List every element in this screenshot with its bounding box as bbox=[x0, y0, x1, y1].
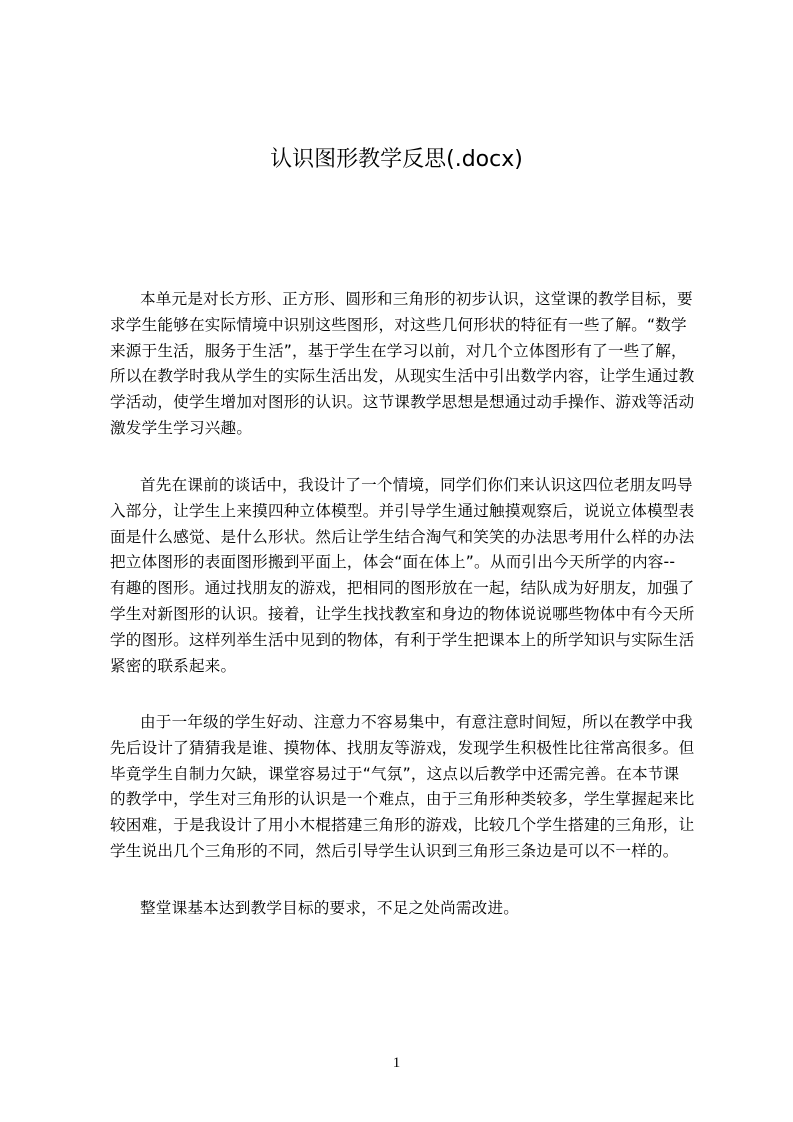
text-line: 所以在教学时我从学生的实际生活出发，从现实生活中引出数学内容，让学生通过教 bbox=[110, 367, 695, 386]
text-line: 把立体图形的表面图形搬到平面上，体会“面在体上”。从而引出今天所学的内容-- bbox=[110, 553, 676, 572]
text-line: 求学生能够在实际情境中识别这些图形，对这些几何形状的特征有一些了解。“数学 bbox=[110, 315, 687, 334]
text-line: 学生说出几个三角形的不同，然后引导学生认识到三角形三条边是可以不一样的。 bbox=[110, 841, 679, 860]
text-line: 学活动，使学生增加对图形的认识。这节课教学思想是想通过动手操作、游戏等活动 bbox=[110, 393, 695, 412]
text-line: 毕竟学生自制力欠缺，课堂容易过于“气氛”，这点以后教学中还需完善。在本节课 bbox=[110, 764, 680, 783]
text-line: 由于一年级的学生好动、注意力不容易集中，有意注意时间短，所以在教学中我 bbox=[140, 713, 693, 731]
text-line: 学的图形。这样列举生活中见到的物体，有利于学生把课本上的所学知识与实际生活 bbox=[110, 630, 695, 649]
text-line: 的教学中，学生对三角形的认识是一个难点，由于三角形种类较多，学生掌握起来比 bbox=[110, 790, 695, 809]
text-line: 紧密的联系起来。 bbox=[110, 656, 237, 675]
text-line: 来源于生活，服务于生活”，基于学生在学习以前，对几个立体图形有了一些了解， bbox=[110, 341, 687, 360]
text-line: 激发学生学习兴趣。 bbox=[110, 418, 253, 437]
text-line: 有趣的图形。通过找朋友的游戏，把相同的图形放在一起，结队成为好朋友，加强了 bbox=[110, 579, 695, 598]
text-line: 整堂课基本达到教学目标的要求，不足之处尚需改进。 bbox=[140, 899, 520, 917]
document-title: 认识图形教学反思(.docx) bbox=[270, 147, 523, 172]
text-line: 本单元是对长方形、正方形、圆形和三角形的初步认识，这堂课的教学目标，要 bbox=[140, 290, 693, 308]
paragraph-4 bbox=[110, 896, 700, 922]
text-line: 首先在课前的谈话中，我设计了一个情境，同学们你们来认识这四位老朋友吗导 bbox=[140, 476, 693, 494]
page-number: 1 bbox=[392, 1055, 401, 1071]
paragraph-2 bbox=[110, 473, 700, 679]
text-line: 较困难，于是我设计了用小木棍搭建三角形的游戏，比较几个学生搭建的三角形，让 bbox=[110, 816, 695, 835]
text-line: 入部分，让学生上来摸四种立体模型。并引导学生通过触摸观察后，说说立体模型表 bbox=[110, 501, 695, 520]
text-line: 学生对新图形的认识。接着，让学生找找教室和身边的物体说说哪些物体中有今天所 bbox=[110, 604, 695, 623]
paragraph-1 bbox=[110, 287, 700, 442]
text-line: 面是什么感觉、是什么形状。然后让学生结合淘气和笑笑的办法思考用什么样的办法 bbox=[110, 527, 695, 546]
text-line: 先后设计了猜猜我是谁、摸物体、找朋友等游戏，发现学生积极性比往常高很多。但 bbox=[110, 738, 695, 757]
paragraph-3 bbox=[110, 710, 700, 865]
